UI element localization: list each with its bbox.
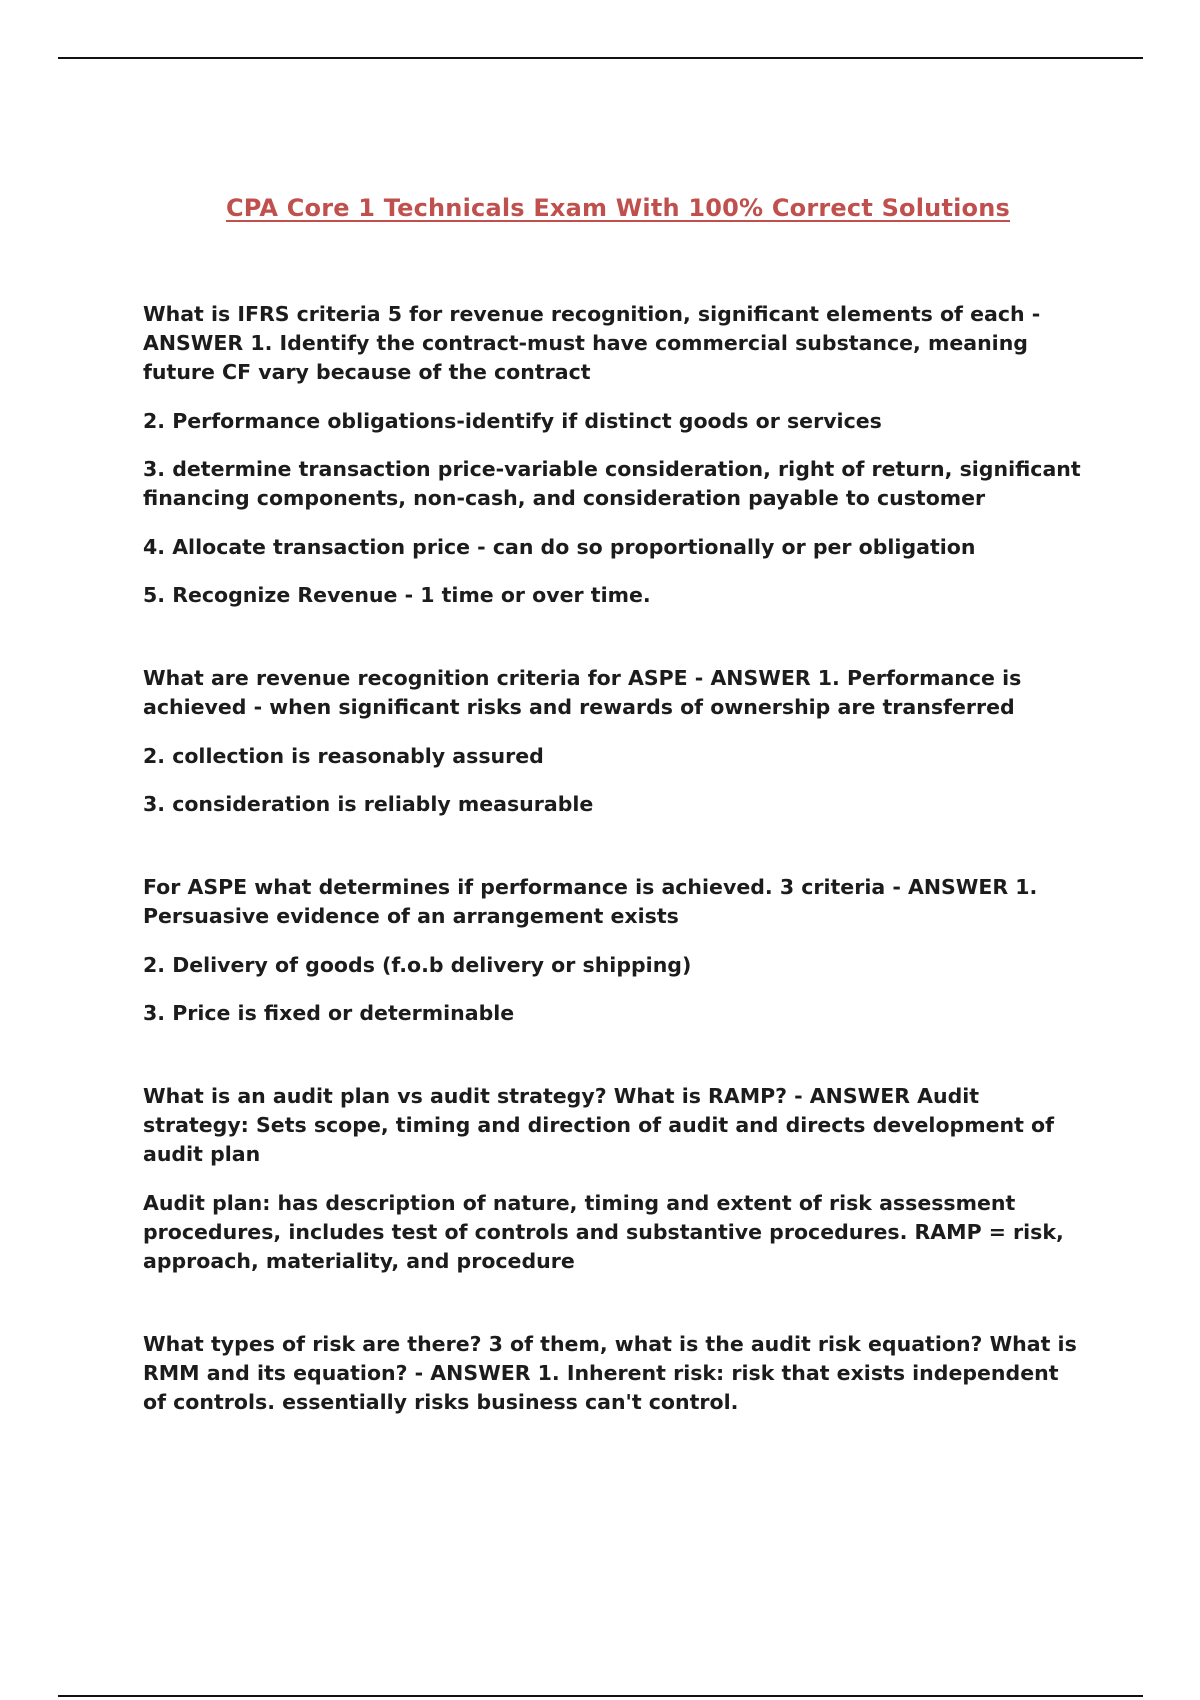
- paragraph: 2. collection is reasonably assured: [143, 743, 544, 768]
- document-title: CPA Core 1 Technicals Exam With 100% Correct Solutions: [225, 194, 1011, 222]
- paragraph: 3. determine transaction price-variable consideration, right of return, significant financing components, non-cash, and consideration payable to customer: [143, 457, 1081, 510]
- paragraph: 4. Allocate transaction price - can do so proportionally or per obligation: [143, 534, 976, 559]
- qa-block-risk-types: [143, 1330, 1083, 1417]
- qa-block-audit-plan: [143, 1082, 1083, 1276]
- paragraph: 3. Price is fixed or determinable: [143, 1001, 515, 1025]
- paragraph: Audit plan: has description of nature, timing and extent of risk assessment procedures, includes test of controls and substantive procedures. RAMP = risk, approach, materiality, and procedure: [143, 1190, 1064, 1273]
- paragraph: What is IFRS criteria 5 for revenue recognition, significant elements of each - ANSWER 1. Identify the contract-must have commercial substance, meaning future CF vary because of the contract: [143, 302, 1041, 384]
- footer-rule: [58, 1695, 1143, 1697]
- qa-block-aspe-criteria: [143, 664, 1083, 819]
- paragraph: What are revenue recognition criteria for ASPE - ANSWER 1. Performance is achieved - when significant risks and rewards of ownership are transferred: [143, 666, 1022, 719]
- paragraph: 5. Recognize Revenue - 1 time or over time.: [143, 583, 651, 607]
- document-body: [143, 300, 1083, 1436]
- paragraph: For ASPE what determines if performance is achieved. 3 criteria - ANSWER 1. Persuasive evidence of an arrangement exists: [143, 875, 1038, 928]
- paragraph: 2. Delivery of goods (f.o.b delivery or shipping): [143, 952, 692, 977]
- header-rule: [58, 57, 1143, 59]
- paragraph: What is an audit plan vs audit strategy? What is RAMP? - ANSWER Audit strategy: Sets scope, timing and direction of audit and directs development of audit plan: [143, 1084, 1055, 1166]
- paragraph: 3. consideration is reliably measurable: [143, 792, 594, 816]
- paragraph: 2. Performance obligations-identify if distinct goods or services: [143, 408, 882, 433]
- qa-block-ifrs-criteria: [143, 300, 1083, 610]
- paragraph: What types of risk are there? 3 of them, what is the audit risk equation? What is RMM and its equation? - ANSWER 1. Inherent risk: risk that exists independent of controls. essentially risks business can't control.: [143, 1331, 1077, 1414]
- qa-block-aspe-performance: [143, 873, 1083, 1028]
